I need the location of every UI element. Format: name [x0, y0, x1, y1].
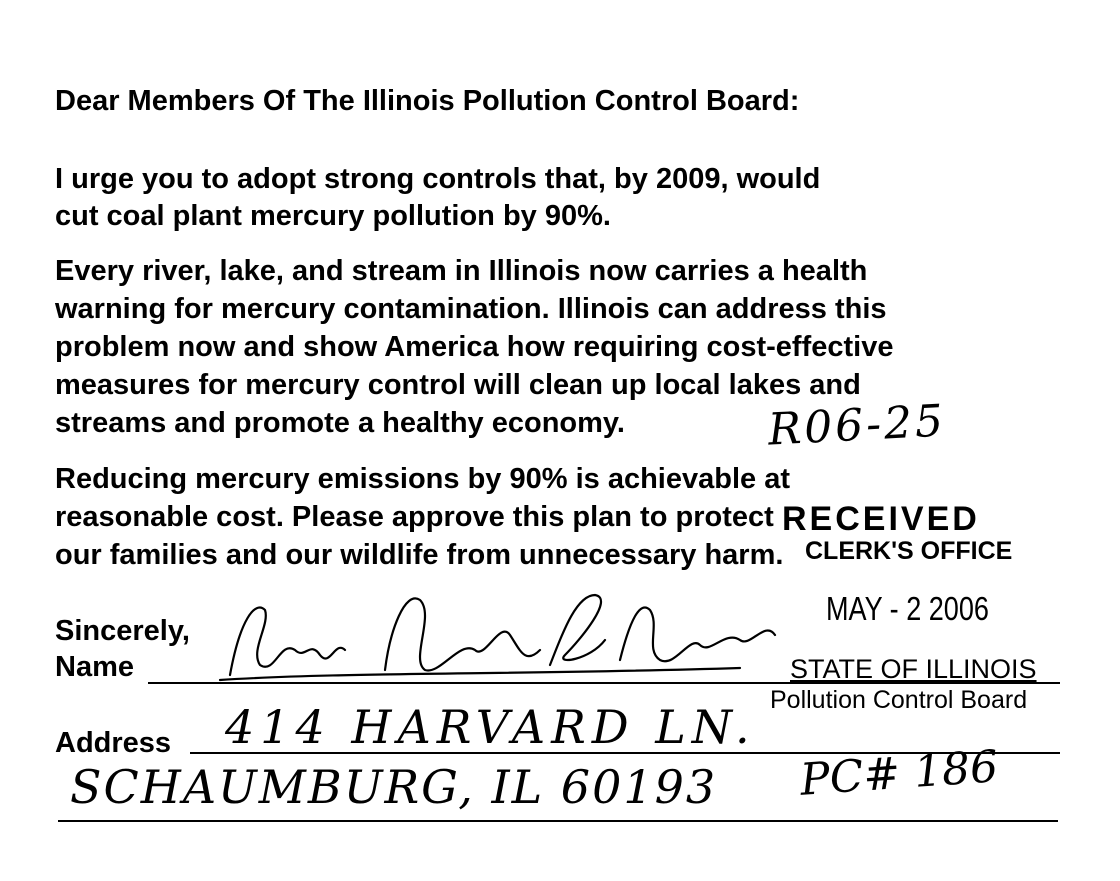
- stamp-office: CLERK'S OFFICE: [805, 537, 1013, 565]
- stamp-date: MAY - 2 2006: [826, 590, 989, 627]
- paragraph-2-line-5: streams and promote a healthy economy.: [55, 407, 625, 439]
- paragraph-3-line-2: reasonable cost. Please approve this plan to protect: [55, 501, 774, 533]
- name-label: Name: [55, 651, 134, 683]
- address-label: Address: [55, 727, 172, 759]
- handwritten-address-line-2: SCHAUMBURG, IL 60193: [70, 760, 718, 814]
- stamp-board: Pollution Control Board: [770, 686, 1028, 714]
- paragraph-2-line-1: Every river, lake, and stream in Illinois now carries a health: [55, 255, 868, 287]
- salutation: Dear Members Of The Illinois Pollution Control Board:: [55, 85, 800, 117]
- paragraph-2-line-3: problem now and show America how requiring cost-effective: [55, 331, 894, 363]
- address-line-2: [58, 820, 1058, 822]
- paragraph-3-line-3: our families and our wildlife from unnecessary harm.: [55, 539, 784, 571]
- handwritten-address-line-1: 414 HARVARD LN.: [225, 700, 756, 754]
- paragraph-2-line-4: measures for mercury control will clean up local lakes and: [55, 369, 861, 401]
- paragraph-1-line-2: cut coal plant mercury pollution by 90%.: [55, 200, 611, 232]
- handwritten-pc-number: PC# 186: [798, 741, 1000, 806]
- stamp-received: RECEIVED: [782, 500, 980, 538]
- paragraph-2-line-2: warning for mercury contamination. Illinois can address this: [55, 293, 887, 325]
- closing: Sincerely,: [55, 615, 190, 647]
- signature-scribble: [220, 580, 780, 690]
- paragraph-1-line-1: I urge you to adopt strong controls that, by 2009, would: [55, 163, 821, 195]
- paragraph-3-line-1: Reducing mercury emissions by 90% is achievable at: [55, 463, 790, 495]
- stamp-state: STATE OF ILLINOIS: [790, 654, 1037, 684]
- handwritten-docket-number: R06-25: [766, 395, 948, 456]
